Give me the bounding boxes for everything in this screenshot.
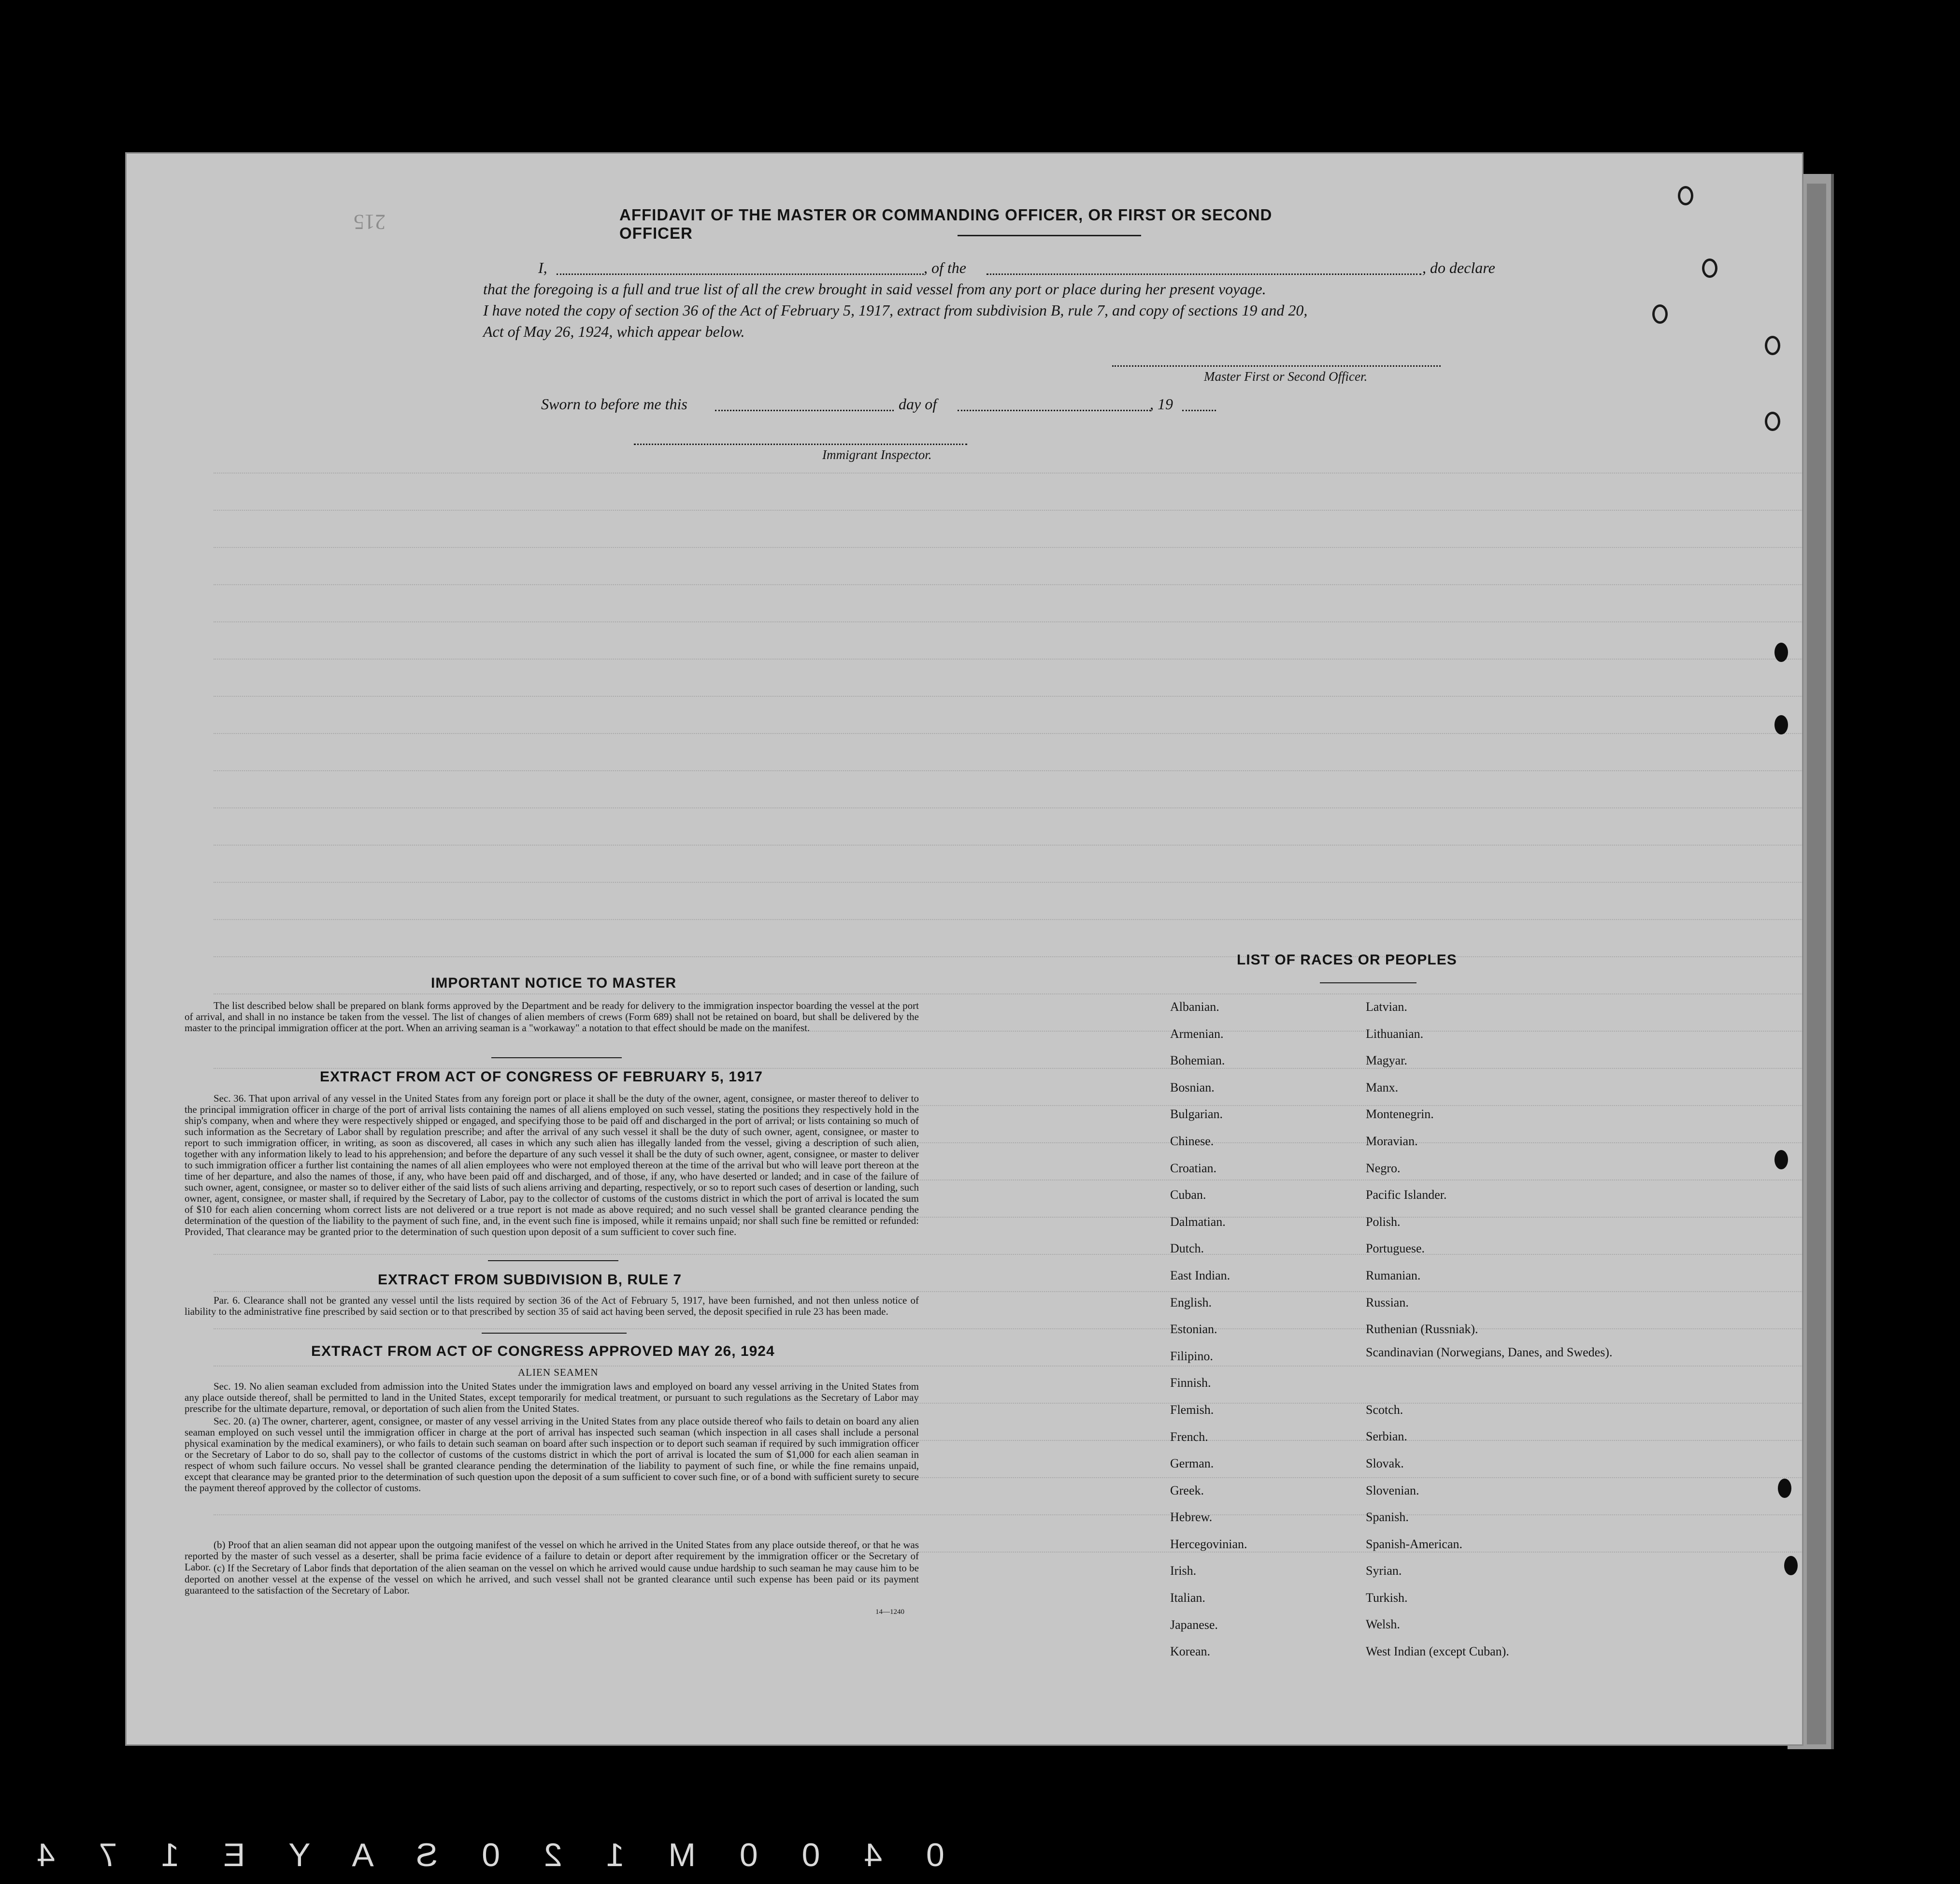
bleed-through-row xyxy=(214,919,1802,920)
bleed-through-row xyxy=(214,510,1802,511)
form-number: 14—1240 xyxy=(875,1608,904,1616)
bleed-through-row xyxy=(214,547,1802,548)
race-item: Negro. xyxy=(1366,1161,1401,1175)
sec-20a-text: Sec. 20. (a) The owner, charterer, agent, consignee, or master of any vessel arriving in the United States from any place outside thereof who fails to detain on board any alien seaman employed on such vessel until the immigration officer in charge at the port of arrival has inspected such seaman (which inspection in all cases shall include a personal physical examination by the medical examiners), or who fails to detain such seaman on board after such inspection or to deport such seaman if required by such immigration officer or the Secretary of Labor to do so, shall pay to the collector of customs of the customs district in which the port of arrival is located the sum of $1,000 for each alien seaman in respect of whom such failure occurs. No vessel shall be granted clearance pending the determination of the liability to payment of such fine, or while the fine remains unpaid, except that clearance may be granted prior to the determination of such question upon the deposit of a sum sufficient to cover such fine, or of a bond with sufficient surety to secure the payment thereof approved by the collector of customs. xyxy=(185,1415,919,1494)
race-item: Magyar. xyxy=(1366,1053,1407,1068)
declarant-name-field[interactable] xyxy=(557,273,924,275)
extract-rule7-text: Par. 6. Clearance shall not be granted any vessel until the lists required by section 36 of the Act of February 5, 1917, have been furnished, and not then unless notice of liability to the administrative fine prescribed by said section or to that prescribed by section 35 of said act having been served, the deposit specified in rule 23 has been made. xyxy=(185,1294,919,1317)
race-item: Spanish. xyxy=(1366,1510,1409,1524)
punch-hole xyxy=(1778,1479,1791,1498)
punch-hole xyxy=(1678,186,1693,205)
title-underline xyxy=(958,235,1141,236)
race-item: Spanish-American. xyxy=(1366,1537,1463,1551)
race-item: Ruthenian (Russniak). xyxy=(1366,1322,1478,1337)
bleed-through-row xyxy=(214,770,1802,771)
race-item: Filipino. xyxy=(1170,1349,1213,1363)
race-item: Turkish. xyxy=(1366,1590,1408,1605)
races-underline xyxy=(1320,982,1416,983)
punch-hole xyxy=(1784,1556,1798,1575)
affidavit-declare: , do declare xyxy=(1422,259,1495,276)
extract-rule7-title: EXTRACT FROM SUBDIVISION B, RULE 7 xyxy=(378,1272,682,1288)
sworn-prefix: Sworn to before me this xyxy=(541,395,687,413)
races-title: LIST OF RACES OR PEOPLES xyxy=(1237,952,1457,968)
master-signature-field[interactable] xyxy=(1112,365,1441,367)
bleed-through-row xyxy=(214,659,1802,660)
race-item: German. xyxy=(1170,1456,1214,1471)
race-item: Latvian. xyxy=(1366,1000,1407,1014)
race-item: Dalmatian. xyxy=(1170,1214,1226,1229)
bleed-through-row xyxy=(214,807,1802,808)
race-item: Lithuanian. xyxy=(1366,1026,1424,1041)
race-item: Croatian. xyxy=(1170,1161,1217,1175)
race-item: Polish. xyxy=(1366,1214,1401,1229)
race-item: Korean. xyxy=(1170,1644,1211,1659)
race-item: Rumanian. xyxy=(1366,1268,1421,1282)
races-right-column xyxy=(1366,993,1612,1665)
punch-hole xyxy=(1774,1150,1788,1169)
bleed-through-row xyxy=(214,882,1802,883)
race-item: Bulgarian. xyxy=(1170,1107,1223,1122)
divider-1 xyxy=(491,1057,622,1058)
punch-hole xyxy=(1652,304,1668,324)
race-item: Montenegrin. xyxy=(1366,1107,1434,1122)
race-item: Armenian. xyxy=(1170,1026,1224,1041)
bleed-through-row xyxy=(214,733,1802,734)
punch-hole xyxy=(1702,259,1717,278)
bleed-through-row xyxy=(214,696,1802,697)
race-item: Chinese. xyxy=(1170,1134,1214,1148)
race-item: Manx. xyxy=(1366,1080,1399,1094)
race-item: Syrian. xyxy=(1366,1564,1402,1578)
affidavit-line-3: I have noted the copy of section 36 of the Act of February 5, 1917, extract from subdivision B, rule 7, and copy of sections 19 and 20, xyxy=(483,302,1308,319)
race-item: Japanese. xyxy=(1170,1617,1218,1632)
race-item: Estonian. xyxy=(1170,1322,1217,1337)
divider-3 xyxy=(482,1333,627,1334)
race-item: Slovak. xyxy=(1366,1456,1404,1470)
sec-19-text: Sec. 19. No alien seaman excluded from admission into the United States under the immigration laws and employed on board any vessel arriving in the United States from any place outside thereof, shall be permitted to land in the United States, except temporarily for medical treatment, or pursuant to such regulations as the Secretary of Labor may prescribe for the ultimate departure, removal, or deportation of such alien from the United States. xyxy=(185,1381,919,1414)
race-item: East Indian. xyxy=(1170,1268,1230,1282)
punch-hole xyxy=(1774,715,1788,734)
race-item: French. xyxy=(1170,1429,1208,1444)
sec-20b-text: (b) Proof that an alien seaman did not appear upon the outgoing manifest of the vessel on which he arrived in the United States from any place outside thereof, or that he was reported by the master of such vessel as a deserter, shall be prima facie evidence of a failure to detain or deport after requirement by the immigration officer or the Secretary of Labor. xyxy=(185,1539,919,1573)
race-item: Dutch. xyxy=(1170,1241,1204,1256)
affidavit-title: AFFIDAVIT OF THE MASTER OR COMMANDING OFFICER, OR FIRST OR SECOND OFFICER xyxy=(619,206,1273,242)
race-item: Greek. xyxy=(1170,1483,1204,1497)
race-item: Flemish. xyxy=(1170,1402,1214,1417)
bleed-through-row xyxy=(214,956,1802,957)
race-item: Irish. xyxy=(1170,1564,1197,1578)
extract-1917-title: EXTRACT FROM ACT OF CONGRESS OF FEBRUARY 5, 1917 xyxy=(320,1069,763,1085)
bleed-through-row xyxy=(214,621,1802,622)
inspector-label: Immigrant Inspector. xyxy=(822,447,932,462)
sec-20c-text: (c) If the Secretary of Labor finds that deportation of the alien seaman on the vessel on which he arrived would cause undue hardship to such seaman he may cause him to be deported on another vessel at the expense of the vessel on which he arrived, and such vessel shall not be granted clearance until such expense has been paid or its payment guaranteed to the satisfaction of the Secretary of Labor. xyxy=(185,1562,919,1596)
affidavit-line-2: that the foregoing is a full and true list of all the crew brought in said vessel from any port or place during her present voyage. xyxy=(483,280,1266,298)
bleed-through-row xyxy=(214,845,1802,846)
race-item: Moravian. xyxy=(1366,1134,1418,1148)
race-item: Scandinavian (Norwegians, Danes, and Swedes). xyxy=(1366,1345,1613,1359)
back-sheet-edge-2 xyxy=(1807,184,1826,1744)
race-item: English. xyxy=(1170,1295,1212,1309)
race-item: Scotch. xyxy=(1366,1402,1403,1417)
race-item: Albanian. xyxy=(1170,1000,1219,1014)
race-item: Hebrew. xyxy=(1170,1510,1213,1524)
race-item: Bosnian. xyxy=(1170,1080,1215,1094)
divider-2 xyxy=(488,1260,618,1261)
bleed-through-row xyxy=(214,584,1802,585)
race-item: West Indian (except Cuban). xyxy=(1366,1644,1509,1659)
extract-1917-text: Sec. 36. That upon arrival of any vessel in the United States from any foreign port or place it shall be the duty of the owner, agent, consignee, or master thereof to deliver to the principal immigration officer in charge of the port of arrival lists containing the names of all aliens employed on such vessel, stating the positions they respectively hold in the ship's company, when and where they were respectively shipped or engaged, and specifying those to be paid off and discharged in the port of arrival; or lists containing so much of such information as the Secretary of Labor shall by regulation prescribe; and after the arrival of any such vessel it shall be the duty of such owner, agent, consignee, or master to report to such immigration officer, in writing, as soon as discovered, all cases in which any such alien has illegally landed from the vessel, giving a description of such alien, together with any information likely to lead to his apprehension; and before the departure of any such vessel it shall be the duty of such owner, agent, consignee, or master to deliver to such immigration officer a further list containing the names of all alien employees who were not employed thereon at the time of the arrival but who will leave port thereon at the time of her departure, and also the names of those, if any, who have been paid off and discharged, and of those, if any, who have deserted or landed; and in case of the failure of such owner, agent, consignee, or master so to deliver either of the said lists of such aliens arriving and departing, respectively, or so to report such cases of desertion or landing, such owner, agent, consignee, or master shall, if required by the Secretary of Labor, pay to the collector of customs of the customs district in which the port of arrival is located the sum of $10 for each alien concerning whom correct lists are not delivered or a true report is not made as above required; and no such vessel shall be granted clearance pending the determination of the question of the liability to the payment of such fine, and, in the event such fine is imposed, while it remains unpaid; nor shall such fine be remitted or refunded: Provided, That clearance may be granted prior to the determination of such question upon deposit of a sum sufficient to cover such fine. xyxy=(185,1093,919,1237)
vessel-name-field[interactable] xyxy=(987,273,1421,275)
races-left-column xyxy=(1170,993,1247,1665)
affidavit-of-the: , of the xyxy=(924,259,966,276)
race-item: Slovenian. xyxy=(1366,1483,1419,1497)
race-item: Serbian. xyxy=(1366,1429,1407,1444)
punch-hole xyxy=(1765,412,1780,431)
race-item: Finnish. xyxy=(1170,1376,1211,1390)
sworn-day-of: day of xyxy=(899,395,937,413)
punch-hole xyxy=(1774,643,1788,662)
race-item: Pacific Islander. xyxy=(1366,1188,1447,1202)
stamp-number: 215 xyxy=(354,210,386,234)
race-item: Portuguese. xyxy=(1366,1241,1425,1256)
race-item: Cuban. xyxy=(1170,1188,1206,1202)
race-item: Welsh. xyxy=(1366,1617,1400,1632)
bleed-through-row xyxy=(214,473,1802,474)
film-frame-code: 0 4 0 0 M 1 2 0 S A Y E 1 7 4 xyxy=(19,1837,944,1873)
sworn-month-field[interactable] xyxy=(958,410,1151,411)
sworn-year-field[interactable] xyxy=(1182,410,1216,411)
race-item: Hercegovinian. xyxy=(1170,1537,1247,1551)
sworn-day-field[interactable] xyxy=(715,410,894,411)
inspector-signature-field[interactable] xyxy=(634,444,967,445)
affidavit-i: I, xyxy=(538,259,547,276)
notice-text: The list described below shall be prepared on blank forms approved by the Department and be ready for delivery to the immigration inspector boarding the vessel at the port of arrival, and shall in no instance be taken from the vessel. The list of changes of alien members of crews (Form 689) shall not be retained on board, but shall be delivered by the master to the principal immigration officer at the port. When an arriving seaman is a "workaway" a notation to that effect should be made on the manifest. xyxy=(185,1000,919,1034)
race-item: Italian. xyxy=(1170,1591,1205,1605)
extract-1924-title: EXTRACT FROM ACT OF CONGRESS APPROVED MAY 26, 1924 xyxy=(311,1343,775,1359)
alien-seamen-subtitle: ALIEN SEAMEN xyxy=(518,1366,599,1378)
race-item: Russian. xyxy=(1366,1295,1409,1309)
race-item: Bohemian. xyxy=(1170,1053,1225,1068)
sworn-year-prefix: , 19 xyxy=(1150,395,1173,413)
document-sheet xyxy=(127,154,1802,1744)
notice-title: IMPORTANT NOTICE TO MASTER xyxy=(431,975,677,991)
affidavit-line-4: Act of May 26, 1924, which appear below. xyxy=(483,323,745,340)
punch-hole xyxy=(1765,336,1780,355)
master-signature-label: Master First or Second Officer. xyxy=(1204,369,1368,384)
